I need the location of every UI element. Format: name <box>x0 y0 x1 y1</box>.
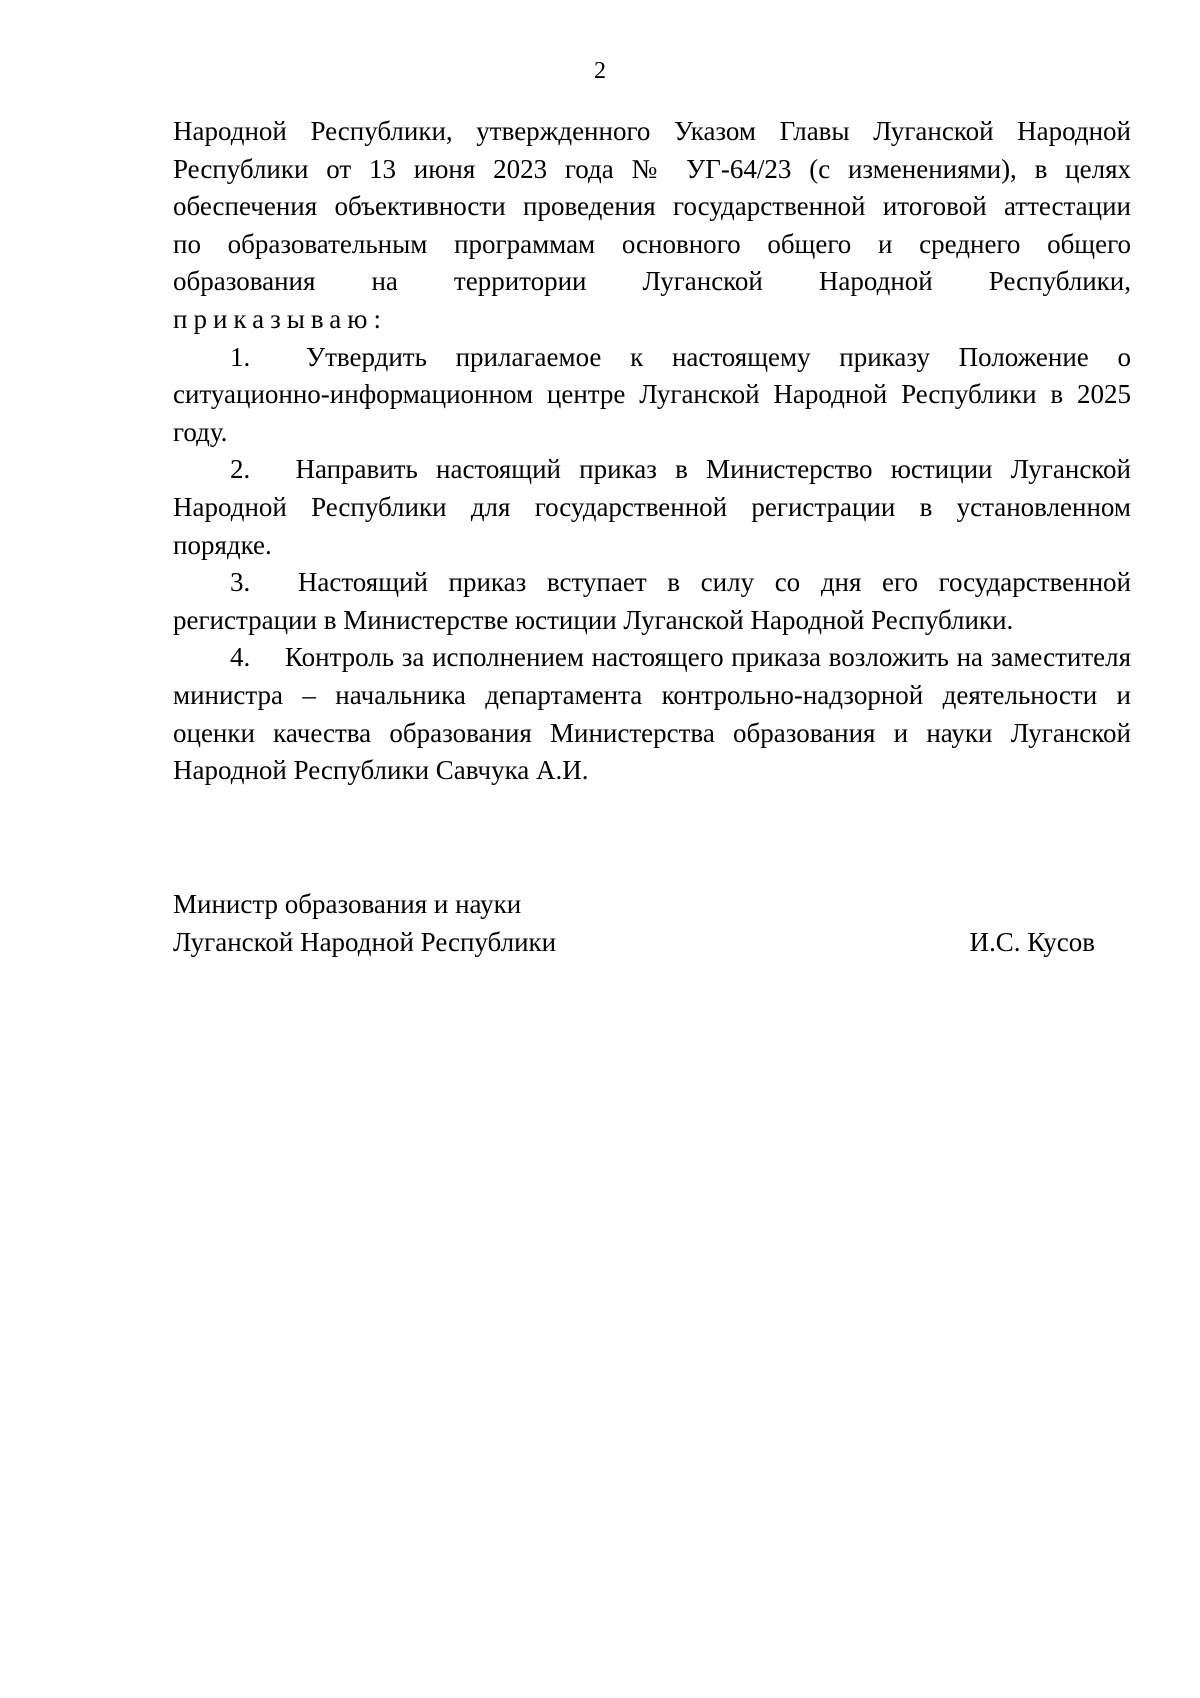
item-number: 1. <box>230 341 251 372</box>
preamble-line: обеспечения объективности проведения государственной итоговой аттестации <box>173 191 1131 222</box>
order-item <box>173 339 1131 452</box>
order-item <box>173 639 1131 789</box>
page-number: 2 <box>594 58 606 84</box>
preamble-line: образования на территории Луганской Народной Республики, <box>173 266 1131 297</box>
item-number: 2. <box>230 454 251 485</box>
preamble <box>173 113 1131 339</box>
item-text: Утвердить прилагаемое к настоящему приказу Положение о ситуационно-информационном центре Луганской Народной Республики в 2025 году. <box>173 341 1132 447</box>
preamble-line: по образовательным программам основного общего и среднего общего <box>173 228 1131 259</box>
order-item <box>173 564 1131 639</box>
order-body <box>173 113 1131 790</box>
signature-block <box>173 886 1095 961</box>
item-number: 4. <box>230 642 251 673</box>
decree-word: приказываю: <box>173 303 387 334</box>
item-text: Настоящий приказ вступает в силу со дня его государственной регистрации в Министерстве юстиции Луганской Народной Республики. <box>173 567 1131 635</box>
item-text: Направить настоящий приказ в Министерство юстиции Луганской Народной Республики для государственной регистрации в установленном порядке. <box>173 454 1131 560</box>
signatory-name: И.С. Кусов <box>969 926 1095 957</box>
order-item <box>173 451 1131 564</box>
item-number: 3. <box>230 567 251 598</box>
item-text: Контроль за исполнением настоящего приказа возложить на заместителя министра – начальника департамента контрольно-надзорной деятельности и оценки качества образования Министерства образования и науки Луганской Народной Республики Савчука А.И. <box>173 642 1131 786</box>
signatory-title-line: Министр образования и науки <box>173 889 522 919</box>
signatory-title-line: Луганской Народной Республики <box>173 926 557 957</box>
signature-row <box>173 924 1095 962</box>
preamble-line: Народной Республики, утвержденного Указом Главы Луганской Народной <box>173 116 1131 146</box>
preamble-line: Республики от 13 июня 2023 года № УГ-64/23 (с изменениями), в целях <box>173 153 1131 184</box>
